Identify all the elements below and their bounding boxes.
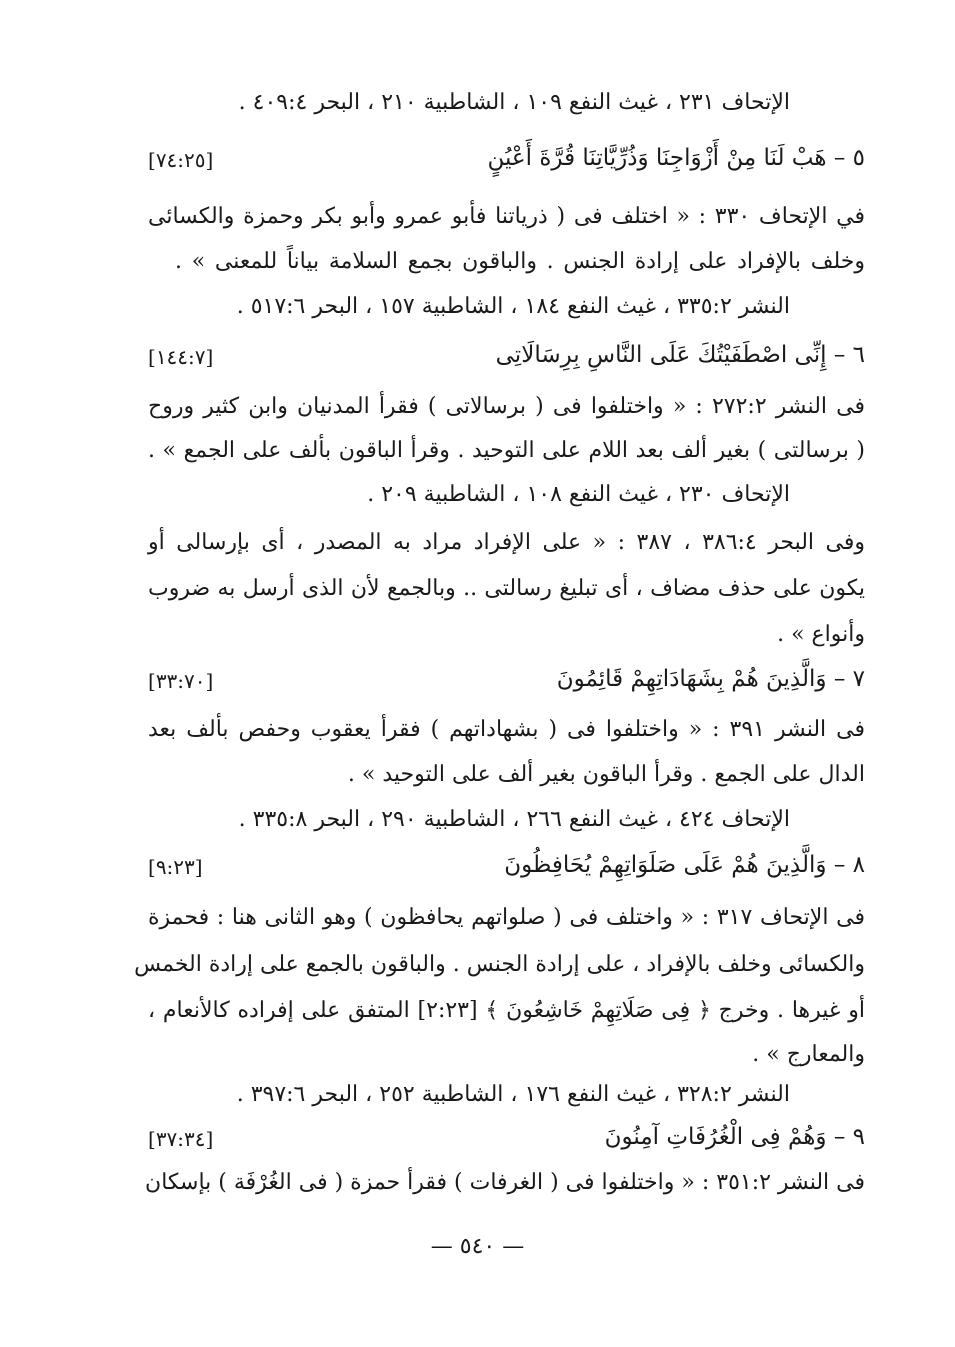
body-line: والكسائى وخلف بالإفراد ، على إرادة الجنس . والباقون بالجمع على إرادة الخمس [134, 952, 865, 977]
reference-line: النشر ٣٣٥:٢ ، غيث النفع ١٨٤ ، الشاطبية ١٥٧ ، البحر ٥١٧:٦ . [236, 294, 790, 319]
verse-8-reference: [٩:٢٣] [148, 855, 203, 879]
verse-6-text: ٦ – إِنِّى اصْطَفَيْتُكَ عَلَى النَّاسِ بِرِسَالَاتِى [495, 342, 865, 368]
body-line: فى النشر ٢٧٢:٢ : « واختلفوا فى ( برسالاتى ) فقرأ المدنيان وابن كثير وروح [148, 394, 866, 419]
body-line: ( برسالتى ) بغير ألف بعد اللام على التوحيد . وقرأ الباقون بألف على الجمع » . [148, 438, 865, 463]
body-line: وأنواع » . [777, 622, 865, 647]
verse-6-reference: [١٤٤:٧] [148, 345, 214, 369]
reference-line: الإتحاف ٤٢٤ ، غيث النفع ٢٦٦ ، الشاطبية ٢٩٠ ، البحر ٣٣٥:٨ . [238, 807, 790, 832]
reference-line: الإتحاف ٢٣٠ ، غيث النفع ١٠٨ ، الشاطبية ٢٠٩ . [367, 482, 790, 507]
verse-5-reference: [٧٤:٢٥] [148, 148, 214, 172]
verse-5-text: ٥ – هَبْ لَنَا مِنْ أَزْوَاجِنَا وَذُرِّيَّاتِنَا قُرَّةَ أَعْيُنٍ [487, 145, 865, 171]
body-line: أو غيرها . وخرج ﴿ فِى صَلَاتِهِمْ خَاشِعُونَ ﴾ [٢:٢٣] المتفق على إفراده كالأنعام ، [148, 998, 865, 1023]
body-line: الدال على الجمع . وقرأ الباقون بغير ألف على التوحيد » . [347, 762, 865, 787]
verse-7-reference: [٣٣:٧٠] [148, 669, 214, 693]
verse-9-text: ٩ – وَهُمْ فِى الْغُرُفَاتِ آمِنُونَ [604, 1124, 865, 1150]
reference-line: النشر ٣٢٨:٢ ، غيث النفع ١٧٦ ، الشاطبية ٢٥٢ ، البحر ٣٩٧:٦ . [236, 1082, 790, 1107]
verse-8-text: ٨ – وَالَّذِينَ هُمْ عَلَى صَلَوَاتِهِمْ يُحَافِظُونَ [504, 852, 865, 878]
body-line: وفى البحر ٣٨٦:٤ ، ٣٨٧ : « على الإفراد مراد به المصدر ، أى بإرسالى أو [148, 530, 865, 555]
verse-9-reference: [٣٧:٣٤] [148, 1127, 214, 1151]
body-line: والمعارج » . [752, 1042, 865, 1067]
body-line: فى النشر ٣٩١ : « واختلفوا فى ( بشهاداتهم ) فقرأ يعقوب وحفص بألف بعد [148, 717, 865, 742]
body-line: فى النشر ٣٥١:٢ : « واختلفوا فى ( الغرفات ) فقرأ حمزة ( فى الغُرْفَة ) بإسكان [145, 1170, 865, 1195]
body-line: فى الإتحاف ٣١٧ : « واختلف فى ( صلواتهم يحافظون ) وهو الثانى هنا : فحمزة [148, 905, 865, 930]
verse-7-text: ٧ – وَالَّذِينَ هُمْ بِشَهَادَاتِهِمْ قَائِمُونَ [556, 666, 865, 692]
page-number: — ٥٤٠ — [430, 1234, 525, 1259]
body-line: يكون على حذف مضاف ، أى تبليغ رسالتى .. وبالجمع لأن الذى أرسل به ضروب [148, 576, 865, 601]
body-line: وخلف بالإفراد على إرادة الجنس . والباقون بجمع السلامة بياناً للمعنى » . [175, 249, 865, 274]
body-line: في الإتحاف ٣٣٠ : « اختلف فى ( ذرياتنا فأبو عمرو وأبو بكر وحمزة والكسائى [148, 204, 865, 229]
reference-line: الإتحاف ٢٣١ ، غيث النفع ١٠٩ ، الشاطبية ٢١٠ ، البحر ٤٠٩:٤ . [238, 90, 790, 115]
